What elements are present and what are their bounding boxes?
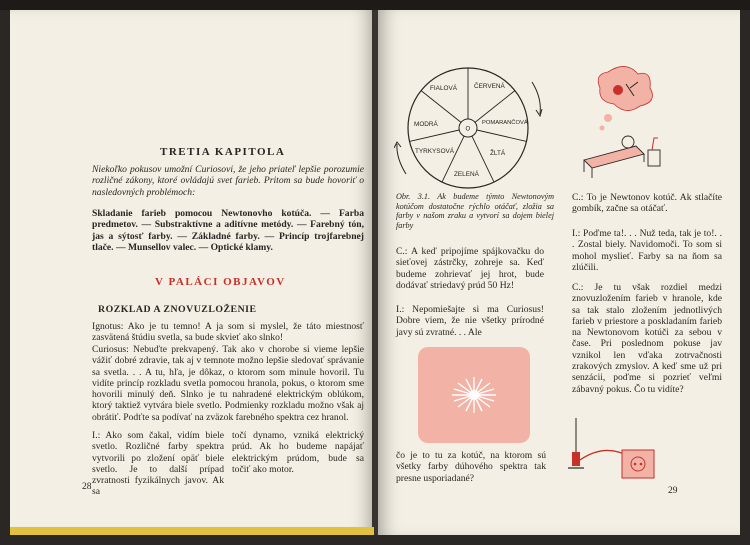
text-ignotus-white: I.: Poďme ta!. . . Nuž teda, tak je to!. . . Zostal biely. Navidomoči. To som si mohol myslieť. Farby sa na ňom sa zlúčili. xyxy=(572,228,722,273)
disc-label-zelena: ZELENÁ xyxy=(454,171,479,178)
section-title: V PALÁCI OBJAVOV xyxy=(155,276,286,288)
soldering-iron-illustration xyxy=(566,412,670,482)
text-ignotus-reply: I.: Nepomiešajte si ma Curiosus! Dobre viem, že nie všetky prírodné javy sú zvratné. . . Ale xyxy=(396,304,544,338)
light-burst-illustration xyxy=(416,345,532,445)
left-page xyxy=(10,10,374,535)
book-top-edge xyxy=(0,0,750,10)
yellow-book-edge xyxy=(10,527,374,535)
disc-label-modra: MODRÁ xyxy=(414,121,438,128)
chapter-topics: Skladanie farieb pomocou Newtonovho kotúča. — Farba predmetov. — Substraktívne a aditívne metódy. — Farebný tón, jas a sýtosť farby. — Základné farby. — Princíp trojfarebnej tlače. — Munsellov valec. — Optické klamy. xyxy=(92,208,364,253)
disc-label-cervena: ČERVENÁ xyxy=(474,83,505,90)
disc-label-fialova: FIALOVÁ xyxy=(430,85,457,92)
dreaming-sleeper-illustration xyxy=(578,62,678,182)
dialogue-ignotus: Ignotus: Ako je tu temno! A ja som si myslel, že táto miestnosť zasvätená štúdiu svetla, sa bude skvieť ako slnko! xyxy=(92,321,364,344)
text-column-1: I.: Ako som čakal, vidím biele svetlo. Rozličné farby spektra vytvorili po zložení opäť biele svetlo. Je to další prípad zvratnosti fyzikálnych javov. Ak sa xyxy=(92,430,224,498)
disc-label-zlta: ŽLTÁ xyxy=(490,150,506,157)
page-number-left: 28 xyxy=(82,482,92,492)
text-curiosus-explains: C.: Je tu však rozdiel medzi znovuzložením farieb v hranole, kde sa tak stalo zložením jednotlivých farieb v priestore a poskladaním farieb na Newtonovom kotúči za sebou v čase. Pri poslednom pokuse jav vznikol len vďaka zotrvačnosti zrakových zmyslov. A keď sme už pri senzácii, poďme si pozrieť veľmi zábavný pokus. Čo tu vidíte? xyxy=(572,282,722,395)
page-number-right: 29 xyxy=(668,486,678,496)
text-solder-dialogue: C.: A keď pripojíme spájkovačku do sieťovej zástrčky, zohreje sa. Keď budeme zohrievať jej hrot, bude dodávať striedavý prúd 50 Hz! xyxy=(396,246,544,291)
chapter-title: TRETIA KAPITOLA xyxy=(160,146,286,158)
right-page xyxy=(378,10,740,535)
disc-label-tyrkysova: TYRKYSOVÁ xyxy=(415,148,455,155)
text-newton-disc: C.: To je Newtonov kotúč. Ak stlačíte gombík, začne sa otáčať. xyxy=(572,192,722,215)
disc-center-label: O xyxy=(465,126,471,133)
subsection-title: ROZKLAD A ZNOVUZLOŽENIE xyxy=(98,304,257,315)
disc-label-pomarancova: POMARANČOVÁ xyxy=(482,120,528,126)
newton-disc-illustration xyxy=(394,58,544,198)
text-column-2: točí dynamo, vzniká elektrický prúd. Ak ho budeme napájať elektrickým prúdom, bude sa točiť ako motor. xyxy=(232,430,364,475)
text-disc-question: čo je to tu za kotúč, na ktorom sú všetky farby dúhového spektra tak presne usporiadané? xyxy=(396,450,546,484)
chapter-intro: Niekoľko pokusov umožní Curiosovi, že jeho priateľ lepšie porozumie rozličné zákony, ktoré ovládajú svet farieb. Pritom sa bude hovoriť o nasledovných problémoch: xyxy=(92,164,364,198)
figure-caption: Obr. 3.1. Ak budeme týmto Newtonovým kotúčom dostatočne rýchlo otáčať, zložia sa farby v našom zraku a vytvorí sa dojem bielej farby xyxy=(396,192,554,230)
dialogue-curiosus: Curiosus: Nebuďte prekvapený. Tak ako v chorobe si vieme lepšie vážiť dobré zdravie, tak aj v temnote možno lepšie sledovať správanie sa svetla. . . A tu, hľa, je dôkaz, o ktorom som minule hovoril. Tu vidíte princíp rozkladu svetla pomocou hranola, pokus, o ktorom sme hovorili minulý deň. Slnko je tu nahradené elektrickým oblúkom, ktorý taktiež vytvára biele svetlo. Podmienky rozkladu možno však aj obrátiť. Podťte sa podívať na zväzok farebného spektra cez hranol. xyxy=(92,344,364,423)
